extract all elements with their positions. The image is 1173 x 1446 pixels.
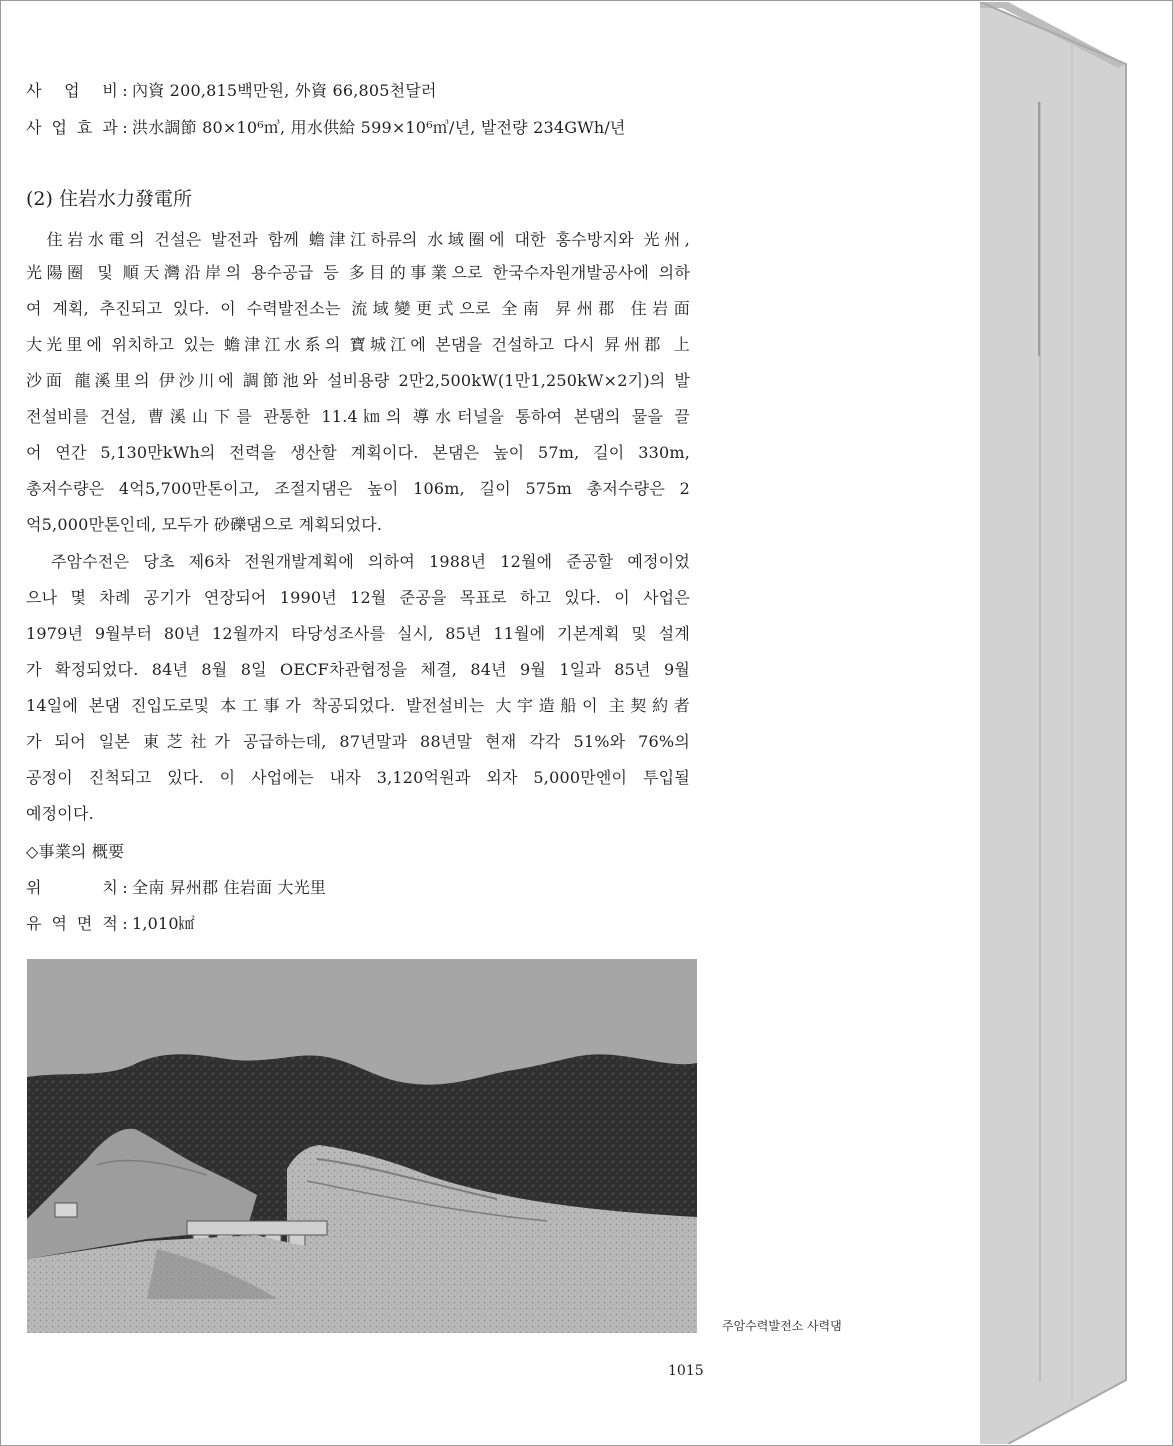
overview-location-row: [26, 877, 690, 899]
page-number: 1015: [668, 1363, 704, 1379]
para1-line: 沙面 龍溪里의 伊沙川에 調節池와 설비용량 2만2,500kW(1만1,250kW×2기)의 발: [26, 371, 690, 390]
project-cost-row: [26, 80, 690, 102]
book-page-edge: [978, 2, 1128, 1444]
overview-location-label: 위 치: [26, 878, 118, 897]
para2-line: 1979년 9월부터 80년 12월까지 타당성조사를 실시, 85년 11월에 기본계획 및 설계: [26, 624, 690, 643]
para2-line: 주암수전은 당초 제6차 전원개발계획에 의하여 1988년 12월에 준공할 예정이었: [26, 552, 690, 571]
overview-area-row: [26, 913, 690, 935]
para1-line: 전설비를 건설, 曹溪山下를 관통한 11.4㎞의 導水터널을 통하여 본댐의 물을 끌: [26, 407, 690, 426]
overview-title: ◇事業의 概要: [26, 842, 125, 861]
para2-line: 가 되어 일본 東芝社가 공급하는데, 87년말과 88년말 현재 각각 51%와 76%의: [26, 732, 690, 751]
para2-line: 예정이다.: [26, 804, 94, 823]
project-effect-row: [26, 117, 690, 139]
overview-area-value: 1,010㎢: [132, 914, 196, 933]
para1-line: 어 연간 5,130만kWh의 전력을 생산할 계획이다. 본댐은 높이 57m, 길이 330m,: [26, 443, 690, 462]
book-page-edge-illustration: [978, 2, 1128, 1444]
para2-line: 가 확정되었다. 84년 8월 8일 OECF차관협정을 체결, 84년 9월 1일과 85년 9월: [26, 660, 690, 679]
project-cost-value: 內資 200,815백만원, 外資 66,805천달러: [132, 81, 437, 100]
overview-location-value: 全南 昇州郡 住岩面 大光里: [132, 878, 327, 897]
project-cost-label: 사 업 비: [26, 81, 118, 100]
para2-line: 14일에 본댐 진입도로및 本工事가 착공되었다. 발전설비는 大宇造船이 主契約者: [26, 696, 690, 715]
para1-line: 억5,000만톤인데, 모두가 砂礫댐으로 계획되었다.: [26, 515, 383, 534]
project-effect-value: 洪水調節 80×10⁶㎥, 用水供給 599×10⁶㎥/년, 발전량 234GWh/년: [132, 118, 626, 137]
figure-caption: 주암수력발전소 사력댐: [722, 1319, 842, 1333]
para1-line: 총저수량은 4억5,700만톤이고, 조절지댐은 높이 106m, 길이 575m 총저수량은 2: [26, 479, 690, 498]
para2-line: 으나 몇 차례 공기가 연장되어 1990년 12월 준공을 목표로 하고 있다. 이 사업은: [26, 588, 690, 607]
overview-area-label: 유 역 면 적: [26, 914, 118, 933]
project-effect-label: 사 업 효 과: [26, 118, 118, 137]
dam-photo-illustration: [27, 959, 697, 1333]
para1-line: 住岩水電의 건설은 발전과 함께 蟾津江하류의 水域圈에 대한 홍수방지와 光州,: [26, 230, 690, 249]
section-heading: (2) 住岩水力發電所: [26, 188, 192, 210]
para1-line: 여 계획, 추진되고 있다. 이 수력발전소는 流域變更式으로 全南 昇州郡 住岩面: [26, 299, 690, 318]
project-effect-sep: :: [122, 118, 128, 137]
project-cost-sep: :: [122, 81, 128, 100]
para1-line: 大光里에 위치하고 있는 蟾津江水系의 寶城江에 본댐을 건설하고 다시 昇州郡 上: [26, 335, 690, 354]
overview-location-sep: :: [122, 878, 128, 897]
para1-line: 光陽圈 및 順天灣沿岸의 용수공급 등 多目的事業으로 한국수자원개발공사에 의하: [26, 263, 690, 282]
overview-area-sep: :: [122, 914, 128, 933]
dam-photograph: [27, 959, 697, 1333]
para2-line: 공정이 진척되고 있다. 이 사업에는 내자 3,120억원과 외자 5,000만엔이 투입될: [26, 768, 690, 787]
